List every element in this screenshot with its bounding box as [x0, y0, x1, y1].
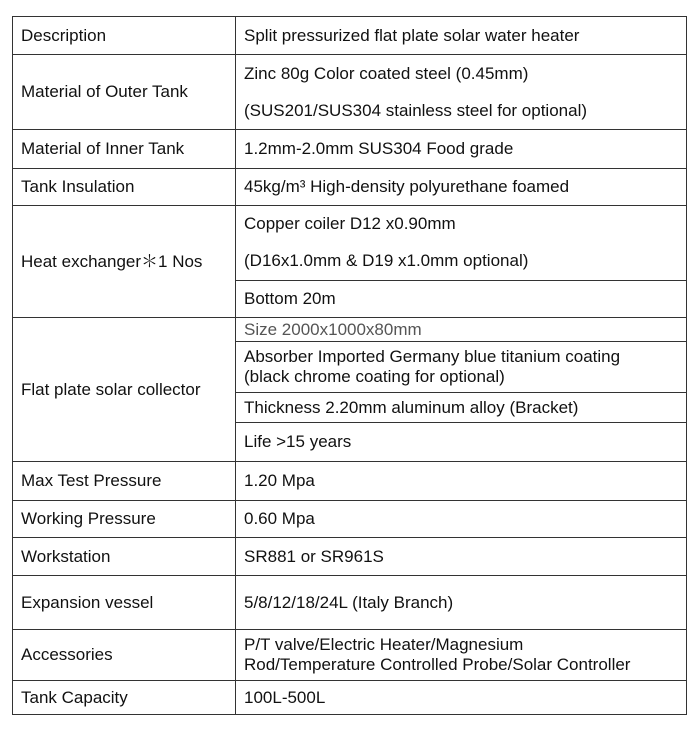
table-row [13, 681, 687, 715]
table-row [13, 501, 687, 538]
table-row [13, 206, 687, 243]
row-value-line: Rod/Temperature Controlled Probe/Solar Controller [244, 655, 631, 674]
row-label: Flat plate solar collector [13, 318, 236, 462]
row-value: Thickness 2.20mm aluminum alloy (Bracket) [236, 393, 687, 423]
table-row [13, 318, 687, 342]
table-row [13, 17, 687, 55]
row-value: 1.20 Mpa [236, 462, 687, 501]
row-label: Workstation [13, 538, 236, 576]
row-value: 100L-500L [236, 681, 687, 715]
row-value: Split pressurized flat plate solar water heater [236, 17, 687, 55]
row-value [236, 342, 687, 393]
row-value: (SUS201/SUS304 stainless steel for optional) [236, 93, 687, 130]
row-value-line: (black chrome coating for optional) [244, 367, 505, 386]
table-row [13, 130, 687, 169]
row-label: Tank Insulation [13, 169, 236, 206]
row-value: Size 2000x1000x80mm [236, 318, 687, 342]
row-value: SR881 or SR961S [236, 538, 687, 576]
row-value-line: P/T valve/Electric Heater/Magnesium [244, 635, 524, 654]
row-value: Life >15 years [236, 423, 687, 462]
table-row [13, 630, 687, 681]
row-label: Description [13, 17, 236, 55]
row-label: Accessories [13, 630, 236, 681]
table-row [13, 169, 687, 206]
row-label: Heat exchanger＊1 Nos [13, 206, 236, 318]
row-label: Tank Capacity [13, 681, 236, 715]
table-row [13, 55, 687, 93]
row-label: Material of Inner Tank [13, 130, 236, 169]
row-label: Material of Outer Tank [13, 55, 236, 130]
table-row [13, 576, 687, 630]
row-label: Max Test Pressure [13, 462, 236, 501]
row-label: Working Pressure [13, 501, 236, 538]
row-value: 1.2mm-2.0mm SUS304 Food grade [236, 130, 687, 169]
row-value [236, 630, 687, 681]
row-value-line: Absorber Imported Germany blue titanium coating [244, 347, 621, 366]
row-value: 0.60 Mpa [236, 501, 687, 538]
row-label: Expansion vessel [13, 576, 236, 630]
row-value: (D16x1.0mm & D19 x1.0mm optional) [236, 243, 687, 281]
row-value: 45kg/m³ High-density polyurethane foamed [236, 169, 687, 206]
table-row [13, 462, 687, 501]
row-value: Bottom 20m [236, 281, 687, 318]
spec-table [12, 16, 687, 715]
table-row [13, 538, 687, 576]
row-value: Zinc 80g Color coated steel (0.45mm) [236, 55, 687, 93]
row-value: 5/8/12/18/24L (Italy Branch) [236, 576, 687, 630]
row-value: Copper coiler D12 x0.90mm [236, 206, 687, 243]
